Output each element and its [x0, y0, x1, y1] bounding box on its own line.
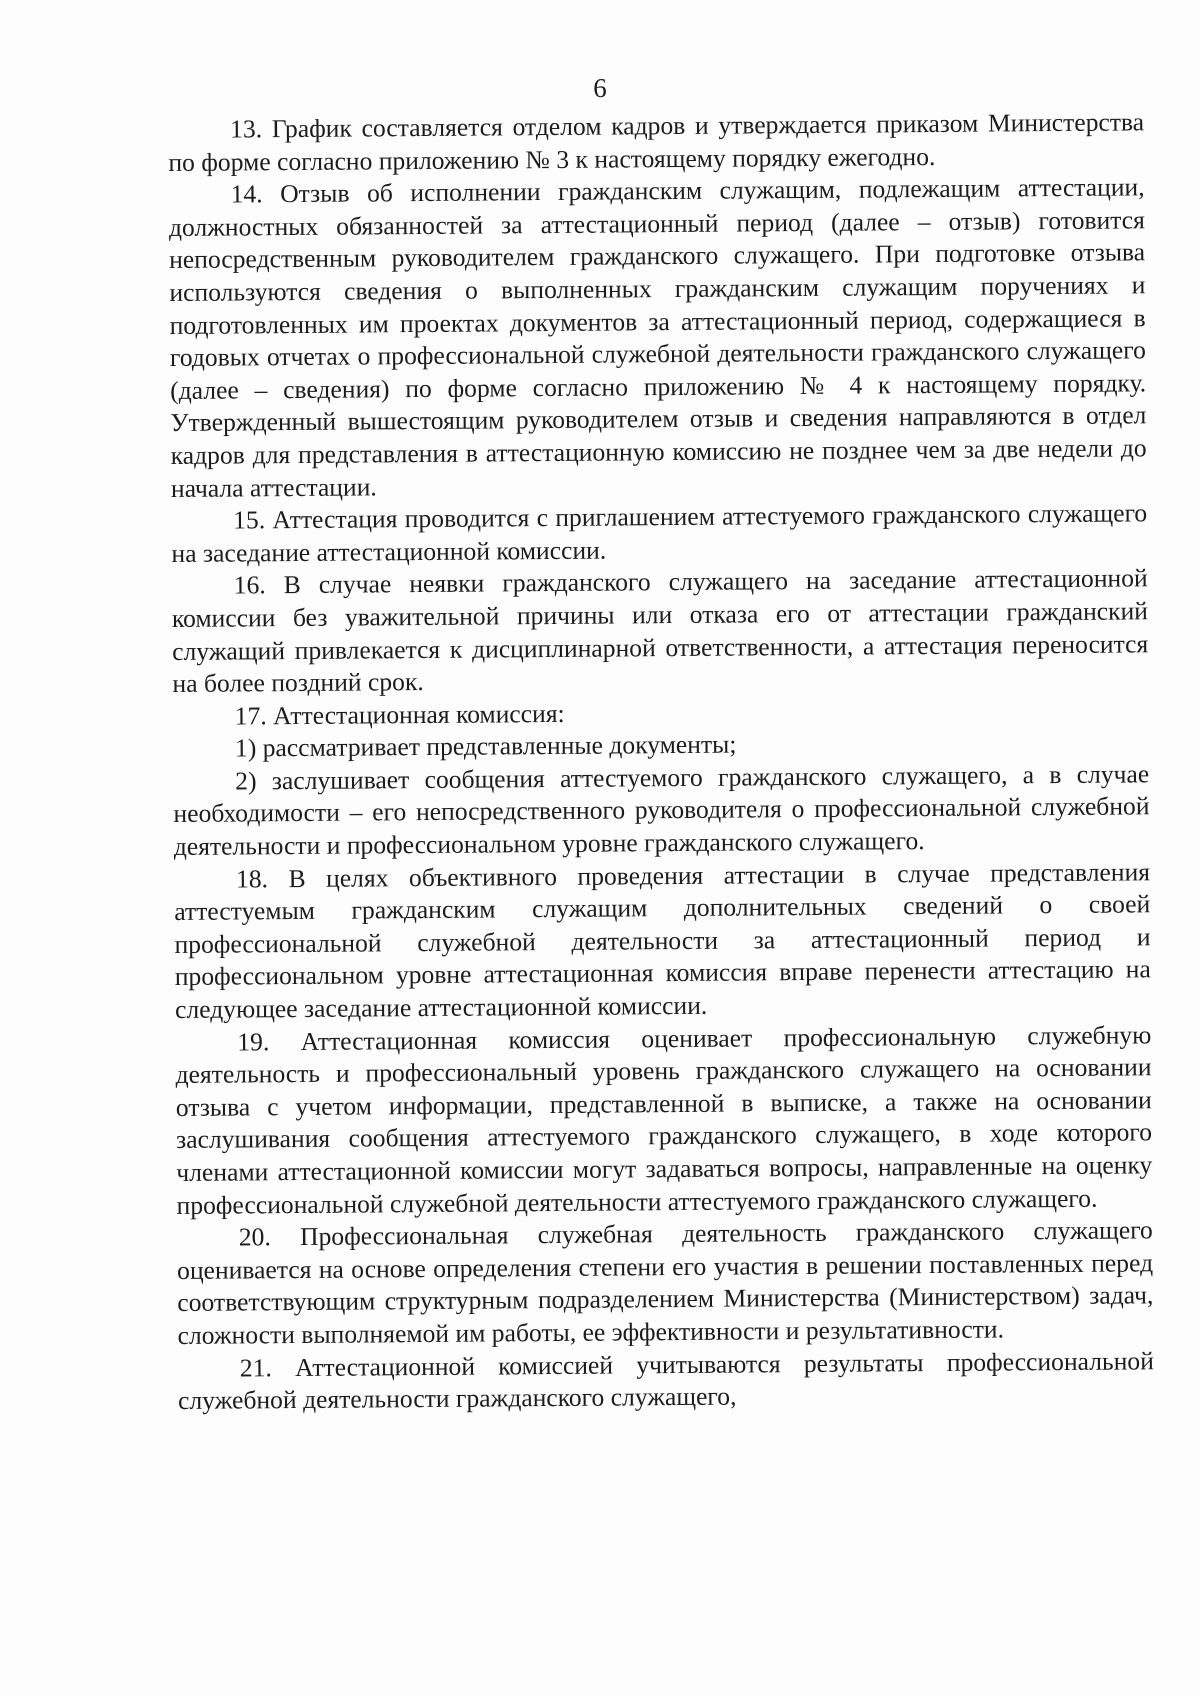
page-number: 6	[593, 73, 607, 103]
paragraph-14: 14. Отзыв об исполнении гражданским служащим, подлежащим аттестации, должностных обязанностей за аттестационный период (далее – отзыв) готовится непосредственным руководителем гражданского служащего. При подготовке отзыва используются сведения о выполненных гражданским служащим поручениях и подготовленных им проектах документов за аттестационный период, содержащиеся в годовых отчетах о профессиональной служебной деятельности гражданского служащего (далее – сведения) по форме согласно приложению № 4 к настоящему порядку. Утвержденный вышестоящим руководителем отзыв и сведения направляются в отдел кадров для представления в аттестационную комиссию не позднее чем за две недели до начала аттестации.	[168, 172, 1147, 503]
document-body	[168, 106, 1154, 1417]
paragraph-17-item-2: 2) заслушивает сообщения аттестуемого гражданского служащего, а в случае необходимости – его непосредственного руководителя о профессиональной служебной деятельности и профессиональном уровне гражданского служащего.	[173, 759, 1150, 862]
paragraph-18: 18. В целях объективного проведения аттестации в случае представления аттестуемым гражданским служащим дополнительных сведений о своей профессиональной служебной деятельности за аттестационный период и профессиональном уровне аттестационная комиссия вправе перенести аттестацию на следующее заседание аттестационной комиссии.	[174, 856, 1151, 1025]
paragraph-16: 16. В случае неявки гражданского служащего на заседание аттестационной комиссии без уважительной причины или отказа его от аттестации гражданский служащий привлекается к дисциплинарной ответственности, а аттестация переносится на более поздний срок.	[171, 563, 1149, 699]
paragraph-15: 15. Аттестация проводится с приглашением аттестуемого гражданского служащего на заседание аттестационной комиссии.	[171, 498, 1148, 568]
paragraph-19: 19. Аттестационная комиссия оценивает профессиональную служебную деятельность и профессиональный уровень гражданского служащего на основании отзыва с учетом информации, представленной в выписке, а также на основании заслушивания сообщения аттестуемого гражданского служащего, в ходе которого членами аттестационной комиссии могут задаваться вопросы, направленные на оценку профессиональной служебной деятельности аттестуемого гражданского служащего.	[175, 1019, 1153, 1220]
paragraph-17: 17. Аттестационная комиссия:	[234, 698, 565, 731]
paragraph-21: 21. Аттестационной комиссией учитываются результаты профессиональной служебной деятельности гражданского служащего,	[177, 1345, 1154, 1416]
paragraph-17-item-1: 1) рассматривает представленные документы;	[234, 729, 737, 763]
paragraph-13: 13. График составляется отделом кадров и утверждается приказом Министерства по форме согласно приложению № 3 к настоящему порядку ежегодно.	[168, 107, 1145, 177]
paragraph-20: 20. Профессиональная служебная деятельность гражданского служащего оценивается на основе определения степени его участия в решении поставленных перед соответствующим структурным подразделением Министерства (Министерством) задач, сложности выполняемой им работы, ее эффективности и результативности.	[176, 1215, 1154, 1350]
